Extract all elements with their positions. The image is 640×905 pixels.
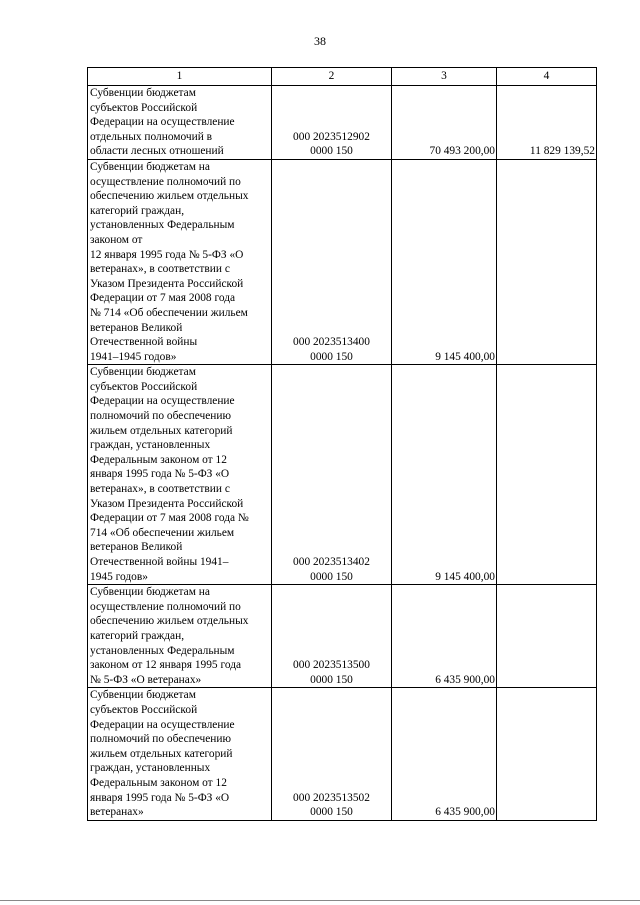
table-row [88, 365, 597, 585]
row-executed [497, 159, 597, 364]
column-header: 2 [272, 68, 392, 86]
table-row [88, 159, 597, 364]
row-amount: 70 493 200,00 [392, 86, 497, 160]
page-number: 38 [314, 34, 326, 48]
row-executed [497, 585, 597, 688]
table-row [88, 86, 597, 160]
row-name: Субвенции бюджетам на осуществление полномочий по обеспечению жильем отдельных категорий граждан, установленных Федеральным законом от 12 января 1995 года № 5-ФЗ «О ветеранах» [88, 585, 272, 688]
row-amount: 9 145 400,00 [392, 159, 497, 364]
row-code: 000 2023513500 0000 150 [272, 585, 392, 688]
table-row [88, 585, 597, 688]
page-bottom-border [0, 900, 640, 901]
row-name: Субвенции бюджетам субъектов Российской Федерации на осуществление отдельных полномочий в области лесных отношений [88, 86, 272, 160]
column-header: 3 [392, 68, 497, 86]
row-name: Субвенции бюджетам субъектов Российской Федерации на осуществление полномочий по обеспечению жильем отдельных категорий граждан, установленных Федеральным законом от 12 января 1995 года № 5-ФЗ «О ветеранах» [88, 688, 272, 820]
row-executed [497, 688, 597, 820]
row-name: Субвенции бюджетам субъектов Российской Федерации на осуществление полномочий по обеспечению жильем отдельных категорий граждан, установленных Федеральным законом от 12 января 1995 года № 5-ФЗ «О ветеранах», в соответствии с Указом Президента Российской Федерации от 7 мая 2008 года № 714 «Об обеспечении жильем ветеранов Великой Отечественной войны 1941– 1945 годов» [88, 365, 272, 585]
row-code: 000 2023513502 0000 150 [272, 688, 392, 820]
row-amount: 9 145 400,00 [392, 365, 497, 585]
row-code: 000 2023513400 0000 150 [272, 159, 392, 364]
row-code: 000 2023512902 0000 150 [272, 86, 392, 160]
table-row [88, 688, 597, 820]
row-amount: 6 435 900,00 [392, 688, 497, 820]
row-code: 000 2023513402 0000 150 [272, 365, 392, 585]
column-header: 1 [88, 68, 272, 86]
table-header-row [88, 68, 597, 86]
row-executed [497, 365, 597, 585]
row-executed: 11 829 139,52 [497, 86, 597, 160]
row-name: Субвенции бюджетам на осуществление полномочий по обеспечению жильем отдельных категорий граждан, установленных Федеральным законом от 12 января 1995 года № 5-ФЗ «О ветеранах», в соответствии с Указом Президента Российской Федерации от 7 мая 2008 года № 714 «Об обеспечении жильем ветеранов Великой Отечественной войны 1941–1945 годов» [88, 159, 272, 364]
row-amount: 6 435 900,00 [392, 585, 497, 688]
budget-table [87, 67, 597, 821]
column-header: 4 [497, 68, 597, 86]
